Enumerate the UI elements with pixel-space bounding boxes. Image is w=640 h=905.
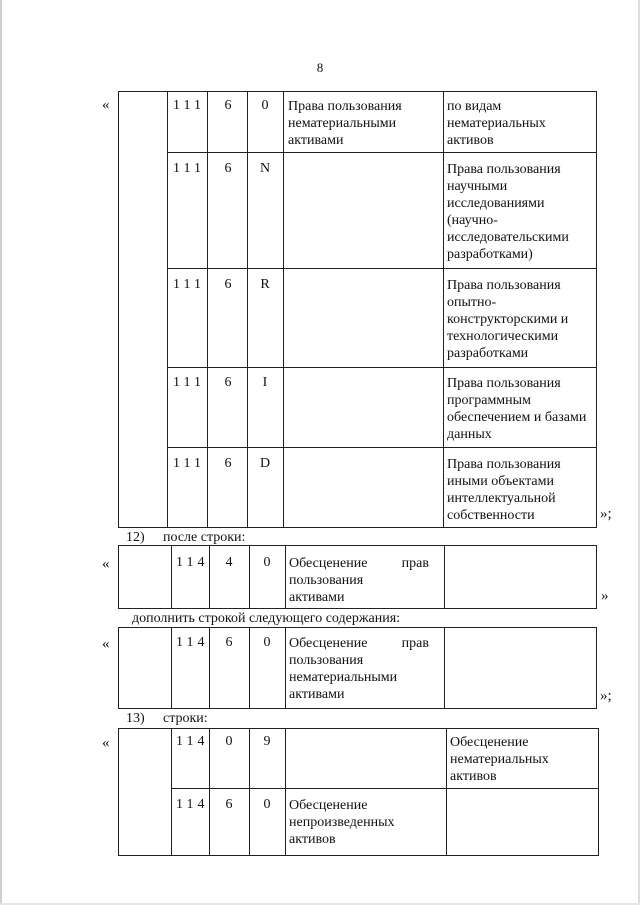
opening-quote: « (102, 636, 110, 652)
closing-quote: »; (600, 688, 612, 704)
code-cell: 4 (225, 555, 233, 570)
code-cell: 111 (173, 161, 205, 176)
code-cell: R (260, 277, 270, 292)
code-cell: 0 (261, 98, 269, 113)
closing-quote: »; (600, 506, 612, 522)
code-cell: 6 (224, 277, 232, 292)
description-cell: Права пользования иными объектами интеллектуальной собственности (447, 457, 561, 523)
name-rest: пользования активами (289, 573, 364, 605)
name-rest: пользования нематериальными активами (289, 653, 398, 702)
description-cell: Права пользования научными исследованиями (научно-исследовательскими разработками) (447, 162, 569, 262)
code-cell: 111 (173, 456, 205, 471)
opening-quote: « (102, 735, 110, 751)
description-cell: Обесценение нематериальных активов (450, 735, 549, 784)
code-cell: 0 (263, 635, 271, 650)
code-cell: N (259, 161, 271, 176)
code-cell: I (262, 375, 268, 390)
name-word: Обесценение (289, 636, 368, 651)
name-word: прав (401, 636, 429, 651)
name-cell (289, 635, 441, 703)
code-cell: 111 (173, 98, 205, 113)
code-cell: 111 (173, 375, 205, 390)
code-cell: 114 (176, 734, 209, 749)
code-cell: 6 (225, 797, 233, 812)
name-word: прав (401, 556, 429, 571)
code-cell: 6 (224, 161, 232, 176)
code-cell: 6 (224, 98, 232, 113)
code-cell: 9 (263, 734, 271, 749)
code-cell: 6 (225, 635, 233, 650)
section-12-number: 12) (126, 530, 145, 545)
section-13-label: строки: (163, 711, 208, 726)
section-12-add-label: дополнить строкой следующего содержания: (132, 611, 401, 626)
page-number: 8 (316, 60, 324, 75)
name-cell: Обесценение непроизведенных активов (289, 798, 395, 847)
page-edge-left (0, 0, 2, 905)
description-cell: по видам нематериальных активов (447, 99, 546, 148)
description-cell: Права пользования опытно-конструкторскими и технологическими разработками (447, 278, 569, 361)
section-12-label: после строки: (163, 530, 246, 545)
name-cell: Права пользования нематериальными активами (288, 99, 402, 148)
code-cell: 0 (263, 555, 271, 570)
name-cell (289, 555, 441, 606)
code-cell: 111 (173, 277, 205, 292)
code-cell: 6 (224, 375, 232, 390)
name-word: Обесценение (289, 556, 368, 571)
code-cell: 114 (176, 635, 209, 650)
code-cell: 0 (263, 797, 271, 812)
section-13-number: 13) (126, 711, 145, 726)
code-cell: 0 (225, 734, 233, 749)
description-cell: Права пользования программным обеспечением и базами данных (447, 376, 587, 442)
code-cell: 6 (224, 456, 232, 471)
code-cell: 114 (176, 555, 209, 570)
code-cell: 114 (176, 797, 209, 812)
opening-quote: « (102, 556, 110, 572)
opening-quote: « (102, 97, 110, 113)
code-cell: D (259, 456, 271, 471)
closing-quote: » (601, 588, 609, 604)
